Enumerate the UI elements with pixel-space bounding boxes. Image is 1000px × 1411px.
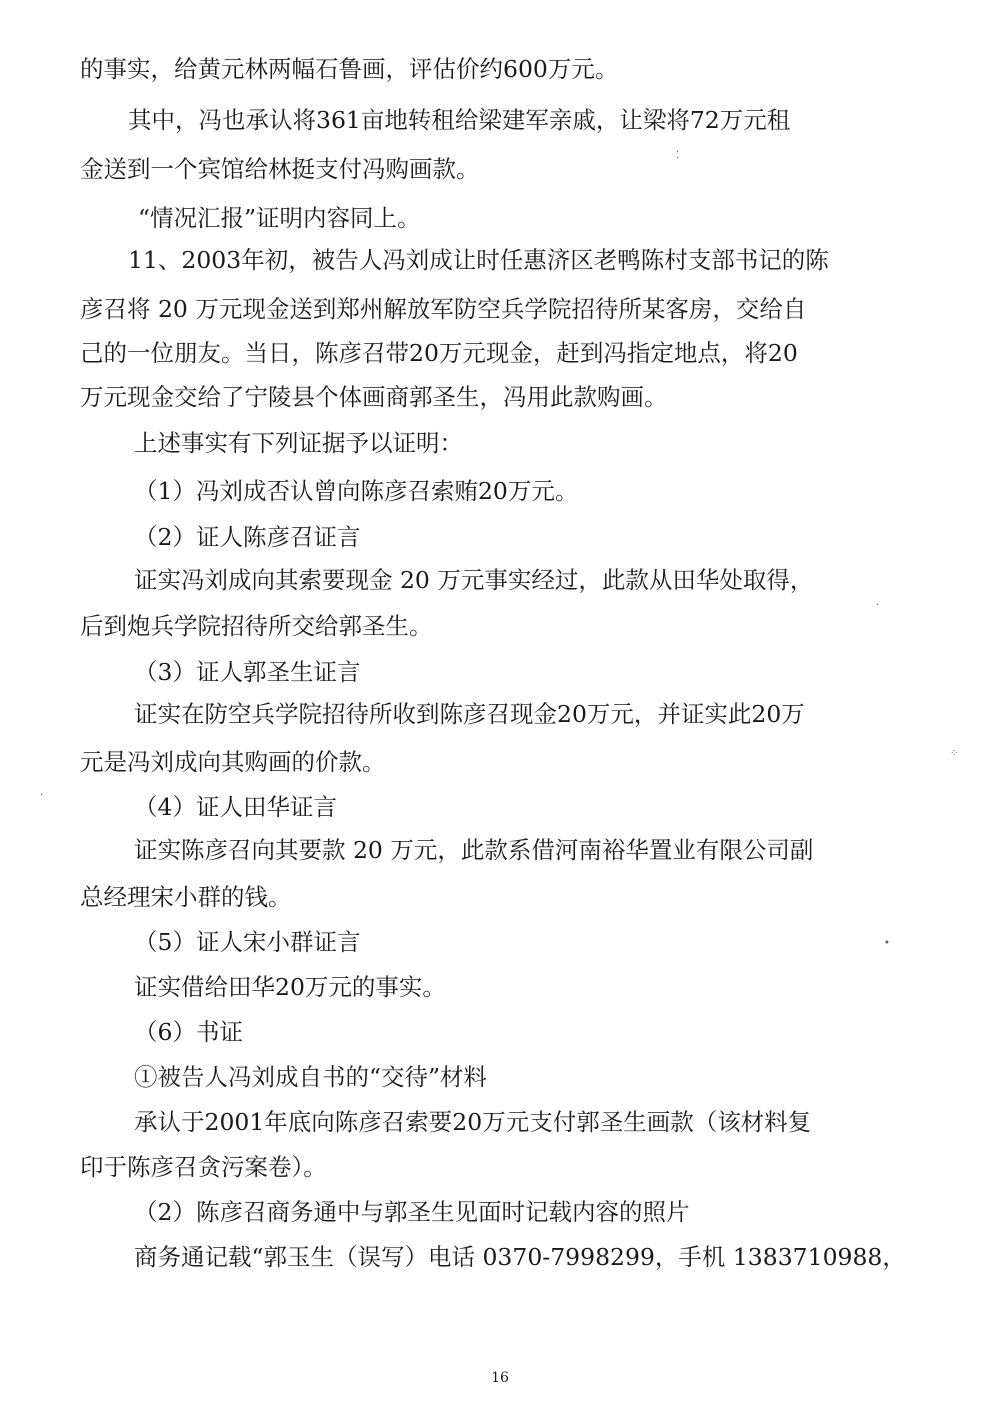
text-line: 己的一位朋友。当日，陈彦召带20万元现金，赶到冯指定地点，将20 <box>80 339 798 367</box>
text-line: 元是冯刘成向其购画的价款。 <box>80 748 386 776</box>
scan-speck: • <box>884 938 890 949</box>
scan-speck: · <box>40 790 44 801</box>
text-line: （5）证人宋小群证言 <box>134 928 361 956</box>
text-line: （1）冯刘成否认曾向陈彦召索贿20万元。 <box>134 477 579 505</box>
scan-speck: ⁘ <box>950 748 959 759</box>
text-line: （4）证人田华证言 <box>134 793 337 821</box>
text-line: ①被告人冯刘成自书的“交待”材料 <box>134 1063 488 1091</box>
text-line: 证实借给田华20万元的事实。 <box>134 973 446 1001</box>
text-line: 证实陈彦召向其要款 20 万元，此款系借河南裕华置业有限公司副 <box>134 836 814 864</box>
text-line: 彦召将 20 万元现金送到郑州解放军防空兵学院招待所某客房，交给自 <box>80 295 807 323</box>
scan-speck: ⁚ <box>676 150 680 161</box>
text-line: 其中，冯也承认将361亩地转租给梁建军亲戚，让梁将72万元租 <box>128 106 791 134</box>
text-line: “情况汇报”证明内容同上。 <box>138 204 421 232</box>
text-line: 商务通记载“郭玉生（误写）电话 0370-7998299，手机 1383710988， <box>134 1243 906 1271</box>
text-line: 承认于2001年底向陈彦召索要20万元支付郭圣生画款（该材料复 <box>134 1108 812 1136</box>
text-line: （3）证人郭圣生证言 <box>134 658 361 686</box>
text-line: （6）书证 <box>134 1018 243 1046</box>
text-line: 上述事实有下列证据予以证明： <box>134 429 463 457</box>
scan-speck: · <box>876 600 880 611</box>
text-line: 后到炮兵学院招待所交给郭圣生。 <box>80 612 433 640</box>
text-line: 印于陈彦召贪污案卷）。 <box>80 1153 327 1181</box>
text-line: （2）陈彦召商务通中与郭圣生见面时记载内容的照片 <box>134 1198 690 1226</box>
text-line: 证实冯刘成向其索要现金 20 万元事实经过，此款从田华处取得， <box>134 566 814 594</box>
page-number: 16 <box>491 1370 509 1386</box>
text-line: （2）证人陈彦召证言 <box>134 523 361 551</box>
text-line: 万元现金交给了宁陵县个体画商郭圣生，冯用此款购画。 <box>80 383 668 411</box>
text-line: 金送到一个宾馆给林挺支付冯购画款。 <box>80 155 480 183</box>
text-line: 11、2003年初，被告人冯刘成让时任惠济区老鸭陈村支部书记的陈 <box>128 246 829 274</box>
text-line: 总经理宋小群的钱。 <box>80 883 292 911</box>
text-line: 证实在防空兵学院招待所收到陈彦召现金20万元，并证实此20万 <box>134 700 805 728</box>
text-line: 的事实，给黄元林两幅石鲁画，评估价约600万元。 <box>80 55 619 83</box>
